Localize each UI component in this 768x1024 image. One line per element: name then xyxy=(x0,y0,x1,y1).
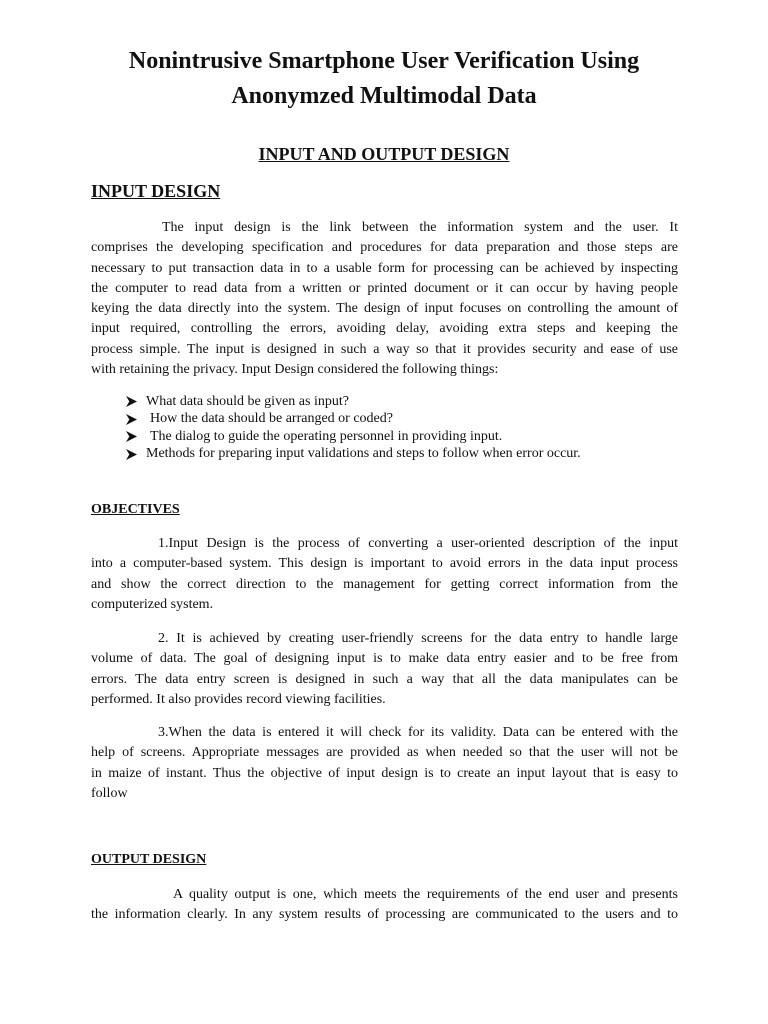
section-title: INPUT AND OUTPUT DESIGN xyxy=(258,144,510,164)
paragraph-line: computerized system. xyxy=(91,596,214,612)
paragraph-line: the computer to read data from a written or printed document or it can occur by having people xyxy=(91,280,678,296)
arrow-bullet-icon xyxy=(126,449,146,460)
arrow-bullet-icon xyxy=(126,396,146,407)
input-design-heading: INPUT DESIGN xyxy=(91,181,221,201)
paragraph-line: follow xyxy=(91,785,128,801)
objectives-paragraph-2 xyxy=(91,629,678,710)
objectives-paragraph-3 xyxy=(91,723,678,804)
paragraph-line: 3.When the data is entered it will check for its validity. Data can be entered with the xyxy=(158,725,678,740)
list-item-text: How the data should be arranged or coded? xyxy=(150,411,393,427)
paragraph-line: The input design is the link between the information system and the user. It xyxy=(162,220,678,235)
list-item xyxy=(126,428,686,446)
paragraph-line: with retaining the privacy. Input Design considered the following things: xyxy=(91,362,499,378)
objectives-paragraph-1 xyxy=(91,534,678,615)
paragraph-line: and show the correct direction to the management for getting correct information from the xyxy=(91,576,678,592)
output-design-paragraph xyxy=(91,885,678,926)
paragraph-line: in maize of instant. Thus the objective of input design is to create an input layout that is easy to xyxy=(91,765,678,781)
paragraph-line: errors. The data entry screen is designed in such a way that all the data manipulates can be xyxy=(91,671,678,687)
paragraph-line: performed. It also provides record viewing facilities. xyxy=(91,691,386,707)
paragraph-line: 1.Input Design is the process of converting a user-oriented description of the input xyxy=(158,536,678,551)
paragraph-line: comprises the developing specification and procedures for data preparation and those steps are xyxy=(91,240,678,256)
paragraph-line: into a computer-based system. This design is important to avoid errors in the data input process xyxy=(91,556,678,572)
paragraph-line: help of screens. Appropriate messages are provided as when needed so that the user will not be xyxy=(91,745,678,761)
paragraph-line: volume of data. The goal of designing input is to make data entry easier and to be free from xyxy=(91,651,678,667)
paragraph-line: A quality output is one, which meets the requirements of the end user and presents xyxy=(173,887,678,902)
input-considerations-list xyxy=(126,393,686,463)
paragraph-line: necessary to put transaction data in to a usable form for processing can be achieved by inspecting xyxy=(91,260,678,276)
input-design-paragraph xyxy=(91,218,678,380)
arrow-bullet-icon xyxy=(126,431,146,442)
list-item xyxy=(126,411,686,429)
list-item-text: Methods for preparing input validations and steps to follow when error occur. xyxy=(146,446,581,462)
arrow-bullet-icon xyxy=(126,414,146,425)
list-item-text: What data should be given as input? xyxy=(146,393,349,409)
paragraph-line: keying the data directly into the system. The design of input focuses on controlling the amount of xyxy=(91,301,678,317)
paragraph-line: input required, controlling the errors, avoiding delay, avoiding extra steps and keeping the xyxy=(91,321,678,337)
document-title xyxy=(60,44,708,114)
list-item xyxy=(126,446,686,464)
output-design-heading: OUTPUT DESIGN xyxy=(91,852,207,867)
objectives-heading: OBJECTIVES xyxy=(91,502,180,517)
paragraph-line: process simple. The input is designed in such a way so that it provides security and ease of use xyxy=(91,341,678,357)
list-item xyxy=(126,393,686,411)
list-item-text: The dialog to guide the operating personnel in providing input. xyxy=(150,428,503,444)
paragraph-line: 2. It is achieved by creating user-friendly screens for the data entry to handle large xyxy=(158,631,678,646)
title-line-1: Nonintrusive Smartphone User Verification Using xyxy=(128,48,640,74)
paragraph-line: the information clearly. In any system results of processing are communicated to the users and to xyxy=(91,907,678,923)
title-line-2: Anonymzed Multimodal Data xyxy=(231,83,537,109)
